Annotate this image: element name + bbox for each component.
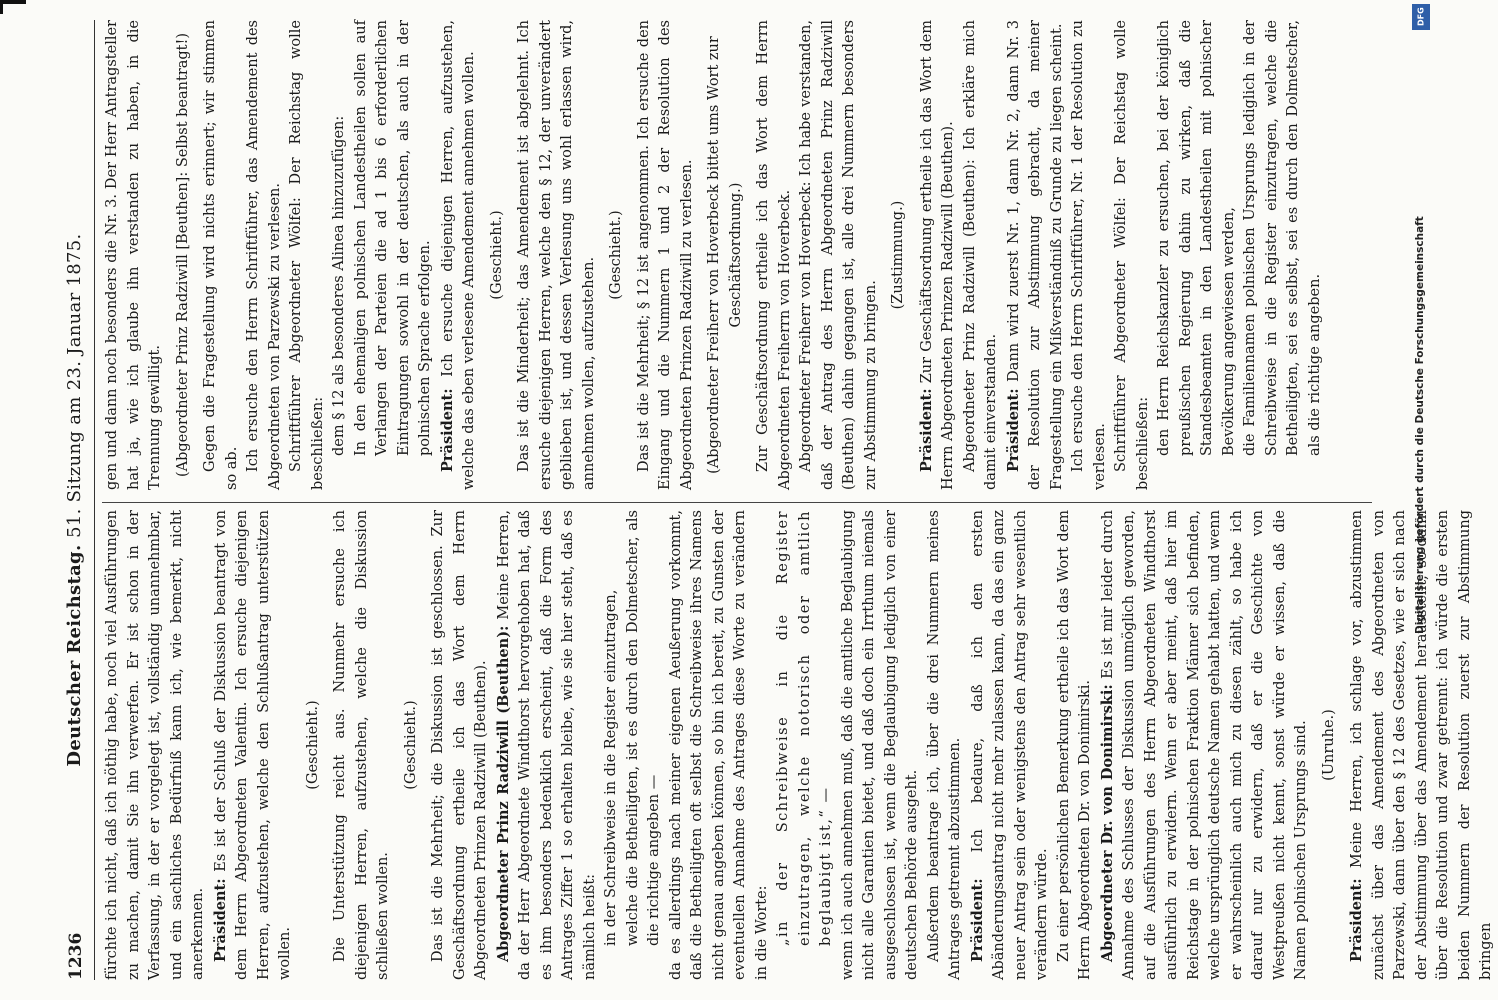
- paragraph: [286, 20, 329, 490]
- paragraph: Zu einer persönlichen Bemerkung ertheile ich das Wort dem Herrn Abgeordneten Dr. von Donimirski.: [1055, 510, 1093, 980]
- quotation: den Herrn Reichskanzler zu ersuchen, bei der königlich preußischen Regierung dahin zu wirken, daß die Standesbeamten in den Landestheilen mit polnischer Bevölkerung angewiesen werden,: [1156, 20, 1237, 456]
- speaker-label: Abgeordneter Prinz Radziwill (Beuthen):: [494, 625, 512, 962]
- page-header: [60, 20, 95, 980]
- publication-title: Deutscher Reichstag.: [64, 544, 85, 767]
- paragraph: Die Unterstützung reicht aus. Nunmehr ersuche ich diejenigen Herren, aufzustehen, welche die Diskussion schließen wollen.: [332, 510, 391, 980]
- speech-text: Zur Geschäftsordnung ertheile ich das Wort dem Herrn Abgeordneten Prinzen Radziwill (Beuthen).: [918, 19, 956, 490]
- speech-text: Der Reichstag wolle beschließen:: [288, 19, 326, 490]
- session-title: 51. Sitzung am 23. Januar 1875.: [64, 233, 85, 538]
- paragraph: Das ist die Minderheit; das Amendement ist abgelehnt. Ich ersuche diejenigen Herren, welche den § 12, der unverändert geblieben ist, und dessen Verlesung uns wohl erlassen wird, annehmen wollen, aufzustehen.: [516, 20, 597, 490]
- paragraph: gen und dann noch besonders die Nr. 3. Der Herr Antragsteller hat ja, wie ich glaube ihn verstanden zu haben, in die Trennung gewilligt.: [104, 20, 163, 490]
- speech-text: Meine Herren, da der Herr Abgeordnete Windthorst hervorgehoben hat, daß es ihm besonders bedenklich erscheint, daß die Form des Antrages Ziffer 1 so erhalten bleibe, wie sie hier steht, daß es nämlich heißt:: [495, 509, 598, 980]
- speaker-label: Präsident:: [438, 388, 456, 472]
- paragraph: [916, 20, 960, 490]
- speaker-label: Präsident:: [211, 878, 229, 962]
- remark: (Geschieht.): [304, 700, 321, 790]
- paragraph: Ich ersuche den Herrn Schriftführer, Nr. 1 der Resolution zu verlesen.: [1070, 20, 1108, 490]
- quotation: In den ehemaligen polnischen Landestheilen sollen auf Verlangen der Parteien die ad 1 bis 6 erforderlichen Eintragungen sowohl in der deutschen, als auch in der polnischen Sprache erfolgen.: [352, 20, 433, 456]
- digitization-note: Digitalisierung gefördert durch die Deutsche Forschungsgemeinschaft: [1414, 216, 1426, 634]
- quotation: in der Schreibweise in die Register einzutragen,: [603, 589, 619, 946]
- speech-text: Meine Herren, ich schlage vor, abzustimmen zunächst über das Amendement des Abgeordneten von Parzewski, dann über den § 12 des Gesetzes, wie er sich nach der Abstimmung über das Amendement herausstellt, so-dann über die Resolution und zwar getrennt: ich würde die ersten beiden Nummern der Resolution zuerst zur Abstimmung bringen: [1349, 509, 1494, 980]
- remark: (Geschieht.): [488, 210, 505, 300]
- paragraph: [1003, 20, 1069, 490]
- corner-tick: [0, 0, 3, 14]
- speech-text: Ich habe verstanden, daß der Antrag des Herrn Abgeordneten Prinz Radziwill (Beuthen) dahin gegangen ist, alle drei Nummern besonders zur Abstimmung zu bringen.: [798, 20, 879, 490]
- paragraph: [1111, 20, 1154, 490]
- quotation: die Familiennamen polnischen Ursprungs lediglich in der Schreibweise in die Register einzutragen, welche die Betheiligten, sei es selbst, sei es durch den Dolmetscher, als die richtige angeben.: [1242, 20, 1323, 456]
- speech-text: Dann wird zuerst Nr. 1, dann Nr. 2, dann Nr. 3 der Resolution zur Abstimmung gebracht, da meiner Fragestellung ein Mißverständniß zu Grunde zu liegen scheint.: [1005, 20, 1065, 490]
- quotation: dem § 12 als besonderes Alinea hinzuzufügen:: [331, 115, 347, 456]
- speaker-label: Abgeordneter Prinz Radziwill (Beuthen):: [961, 159, 978, 472]
- speaker-label: Abgeordneter Dr. von Donimirski:: [1098, 684, 1116, 962]
- paragraph: [493, 510, 602, 980]
- paragraph: Ich ersuche den Herrn Schriftführer, das Amendement des Abgeordneten von Parzewski zu verlesen.: [245, 20, 283, 490]
- remark: (Abgeordneter Freiherr von Hoverbeck bittet ums Wort zur Geschäftsordnung.): [706, 36, 744, 474]
- speech-text: Es ist mir leider durch Annahme des Schlusses der Diskussion unmöglich geworden, auf die Ausführungen des Herrn Abgeordneten Windthorst ausführlich zu erwidern. Wenn er aber meint, daß hier im Reichstage in der polnischen Fraktion Männer sich befinden, welche ursprünglich deutsche Namen gehabt hatten, und wenn er wahrscheinlich auch mich zu diesen zählt, so habe ich darauf nur zu erwidern, daß er die Geschichte von Westpreußen nicht kennt, sonst würde er wissen, daß die Namen polnischen Ursprungs sind.: [1099, 510, 1309, 980]
- speech-text: Der Reichstag wolle beschließen:: [1113, 19, 1151, 490]
- remark: (Geschieht.): [402, 700, 419, 790]
- remark: (Abgeordneter Prinz Radziwill [Beuthen]: Selbst beantragt!): [174, 33, 191, 478]
- speaker-label: Schriftführer Abgeordneter Wölfel:: [1113, 197, 1129, 472]
- speaker-label: Präsident:: [968, 878, 986, 962]
- quotation: welche die Betheiligten, ist es durch den Dolmetscher, als die richtige angeben —: [624, 510, 662, 946]
- paragraph: [437, 20, 481, 490]
- paragraph: [210, 510, 297, 980]
- paragraph: [967, 510, 1054, 980]
- quotation: „in der Schreibweise in die Register einzutragen, welche notorisch oder amtlich beglaubigt ist,“ —: [775, 510, 834, 946]
- paragraph: da es allerdings nach meiner eigenen Aeußerung vorkommt, daß die Betheiligten oft selbst die Schreibweise ihres Namens nicht genau angeben können, so bin ich bereit, zu Gunsten der eventuellen Annahme des Antrages diese Worte zu verändern in die Worte:: [667, 510, 770, 980]
- remark: (Unruhe.): [1320, 709, 1337, 781]
- paragraph: Das ist die Mehrheit; § 12 ist angenommen. Ich ersuche den Eingang und die Nummern 1 und 2 der Resolution des Abgeordneten Prinzen Radziwill zu verlesen.: [635, 20, 695, 490]
- paragraph: Gegen die Fragestellung wird nichts erinnert; wir stimmen so ab.: [202, 20, 240, 490]
- corner-mark: [0, 0, 26, 4]
- paragraph: Das ist die Mehrheit; die Diskussion ist geschlossen. Zur Geschäftsordnung ertheile ich das Wort dem Herrn Abgeordneten Prinzen Radziwill (Beuthen).: [430, 510, 489, 980]
- speaker-label: Abgeordneter Freiherr von Hoverbeck:: [798, 181, 814, 472]
- page-number: 1236: [66, 932, 86, 980]
- paragraph: Außerdem beantrage ich, über die drei Nummern meines Antrages getrennt abzustimmen.: [925, 510, 963, 980]
- speaker-label: Präsident:: [1004, 388, 1022, 472]
- paragraph: wenn ich auch annehmen muß, daß die amtliche Beglaubigung nicht alle Garantien bietet, und daß doch ein Irrthum niemals ausgeschlossen ist, wenn die Beglaubigung lediglich von einer deutschen Behörde ausgeht.: [839, 510, 920, 980]
- column-divider: [102, 502, 1372, 503]
- speech-text: Ich erkläre mich damit einverstanden.: [961, 20, 999, 490]
- paragraph: fürchte ich nicht, daß ich nöthig habe, noch viel Ausführungen zu machen, damit Sie ihn verwerfen. Er ist schon in der Verfassung, in der er vorgelegt ist, vollständig unannehmbar, und ein sachliches Bedürfniß kann ich, wie bemerkt, nicht anerkennen.: [104, 510, 206, 980]
- remark: (Geschieht.): [608, 210, 624, 300]
- running-title: [64, 20, 85, 980]
- speaker-label: Schriftführer Abgeordneter Wölfel:: [288, 197, 304, 472]
- speech-text: Ich bedaure, daß ich den ersten Abänderungsantrag nicht mehr zulassen kann, da das ein ganz neuer Antrag sein oder wenigstens den Antrag sehr wesentlich verändern würde.: [969, 510, 1050, 980]
- right-column: [102, 20, 1372, 490]
- speech-text: Es ist der Schluß der Diskussion beantragt von dem Herrn Abgeordneten Valentin. Ich ersuche diejenigen Herren, aufzustehen, welche den Schlußantrag unterstützen wollen.: [212, 509, 293, 980]
- remark: (Zustimmung.): [890, 200, 906, 310]
- speaker-label: Präsident:: [917, 388, 935, 472]
- speaker-label: Präsident:: [1348, 878, 1365, 962]
- paragraph: [960, 20, 1003, 490]
- paragraph: Zur Geschäftsordnung ertheile ich das Wort dem Herrn Abgeordneten Freiherrn von Hoverbeck.: [755, 20, 793, 490]
- dfg-logo-badge: DFG: [1412, 4, 1430, 30]
- left-column: [102, 509, 1494, 980]
- paragraph: [1097, 510, 1313, 980]
- speech-text: Ich ersuche diejenigen Herren, aufzustehen, welche das eben verlesene Amendement annehmen wollen.: [439, 19, 477, 490]
- paragraph: [796, 20, 882, 490]
